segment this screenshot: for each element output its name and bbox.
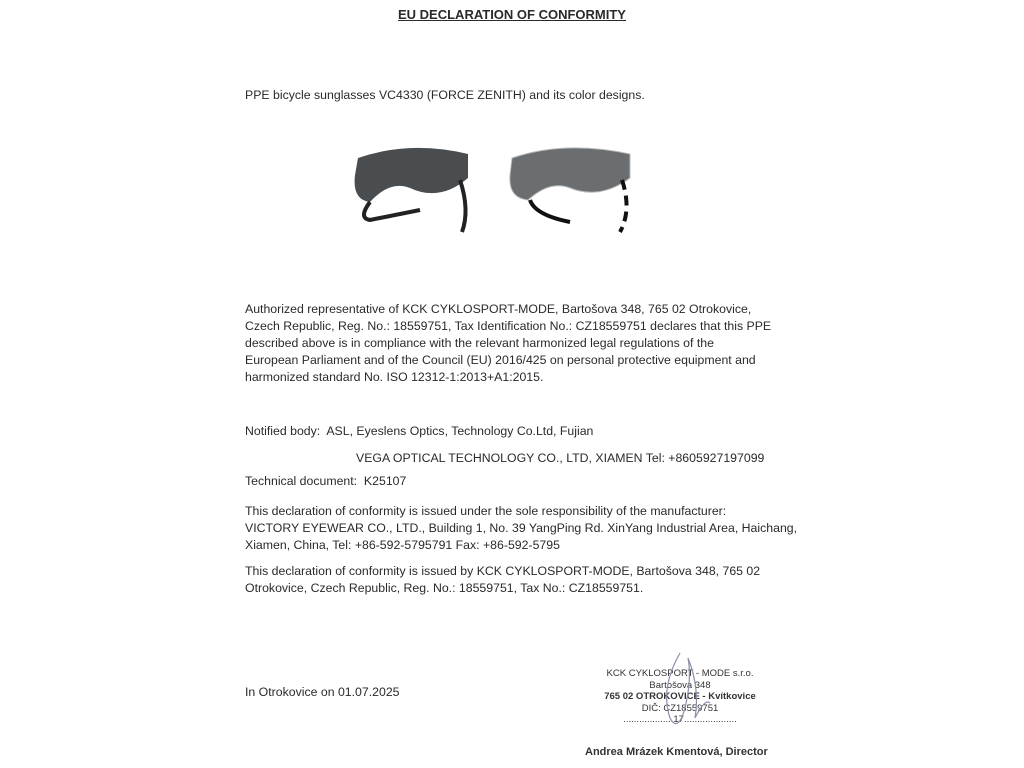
issuer-line: This declaration of conformity is issued by KCK CYKLOSPORT-MODE, Bartošova 348, 765 02: [245, 564, 761, 578]
stamp-line: Bartošova 348: [649, 679, 711, 691]
product-line: PPE bicycle sunglasses VC4330 (FORCE ZENITH) and its color designs.: [245, 88, 645, 102]
stamp-line: DIČ: CZ18559751: [641, 702, 719, 714]
stamp-line: ...................17....................: [623, 714, 737, 725]
authorization-line: Authorized representative of KCK CYKLOSPORT-MODE, Bartošova 348, 765 02 Otrokovice,: [245, 302, 752, 316]
stamp-line: KCK CYKLOSPORT - MODE s.r.o.: [606, 668, 754, 679]
stamp-line: 765 02 OTROKOVICE - Kvítkovice: [604, 691, 756, 702]
sunglasses-images: [340, 140, 650, 245]
place-date: In Otrokovice on 01.07.2025: [245, 685, 400, 699]
page-title: EU DECLARATION OF CONFORMITY: [398, 7, 626, 22]
manufacturer-line: Xiamen, China, Tel: +86-592-5795791 Fax: +86-592-5795: [245, 538, 560, 552]
notified-body-contact: VEGA OPTICAL TECHNOLOGY CO., LTD, XIAMEN Tel: +8605927197099: [356, 451, 765, 465]
manufacturer-line: This declaration of conformity is issued under the sole responsibility of the manufacturer:: [245, 504, 727, 518]
authorization-line: European Parliament and of the Council (EU) 2016/425 on personal protective equipment and: [245, 353, 756, 367]
manufacturer-line: VICTORY EYEWEAR CO., LTD., Building 1, No. 39 YangPing Rd. XinYang Industrial Area, Haichang,: [245, 521, 798, 535]
black-sunglasses-image: [355, 148, 468, 232]
director-name: Andrea Mrázek Kmentová, Director: [585, 746, 768, 758]
authorization-line: described above is in compliance with the relevant harmonized legal regulations of the: [245, 336, 714, 350]
signature: [640, 648, 720, 738]
authorization-line: harmonized standard No. ISO 12312-1:2013+A1:2015.: [245, 370, 544, 384]
white-sunglasses-image: [510, 148, 630, 232]
technical-document: Technical document: K25107: [245, 474, 407, 488]
authorization-line: Czech Republic, Reg. No.: 18559751, Tax Identification No.: CZ18559751 declares that this PPE: [245, 319, 772, 333]
notified-body: Notified body: ASL, Eyeslens Optics, Technology Co.Ltd, Fujian: [245, 424, 594, 438]
issuer-line: Otrokovice, Czech Republic, Reg. No.: 18559751, Tax No.: CZ18559751.: [245, 581, 644, 595]
